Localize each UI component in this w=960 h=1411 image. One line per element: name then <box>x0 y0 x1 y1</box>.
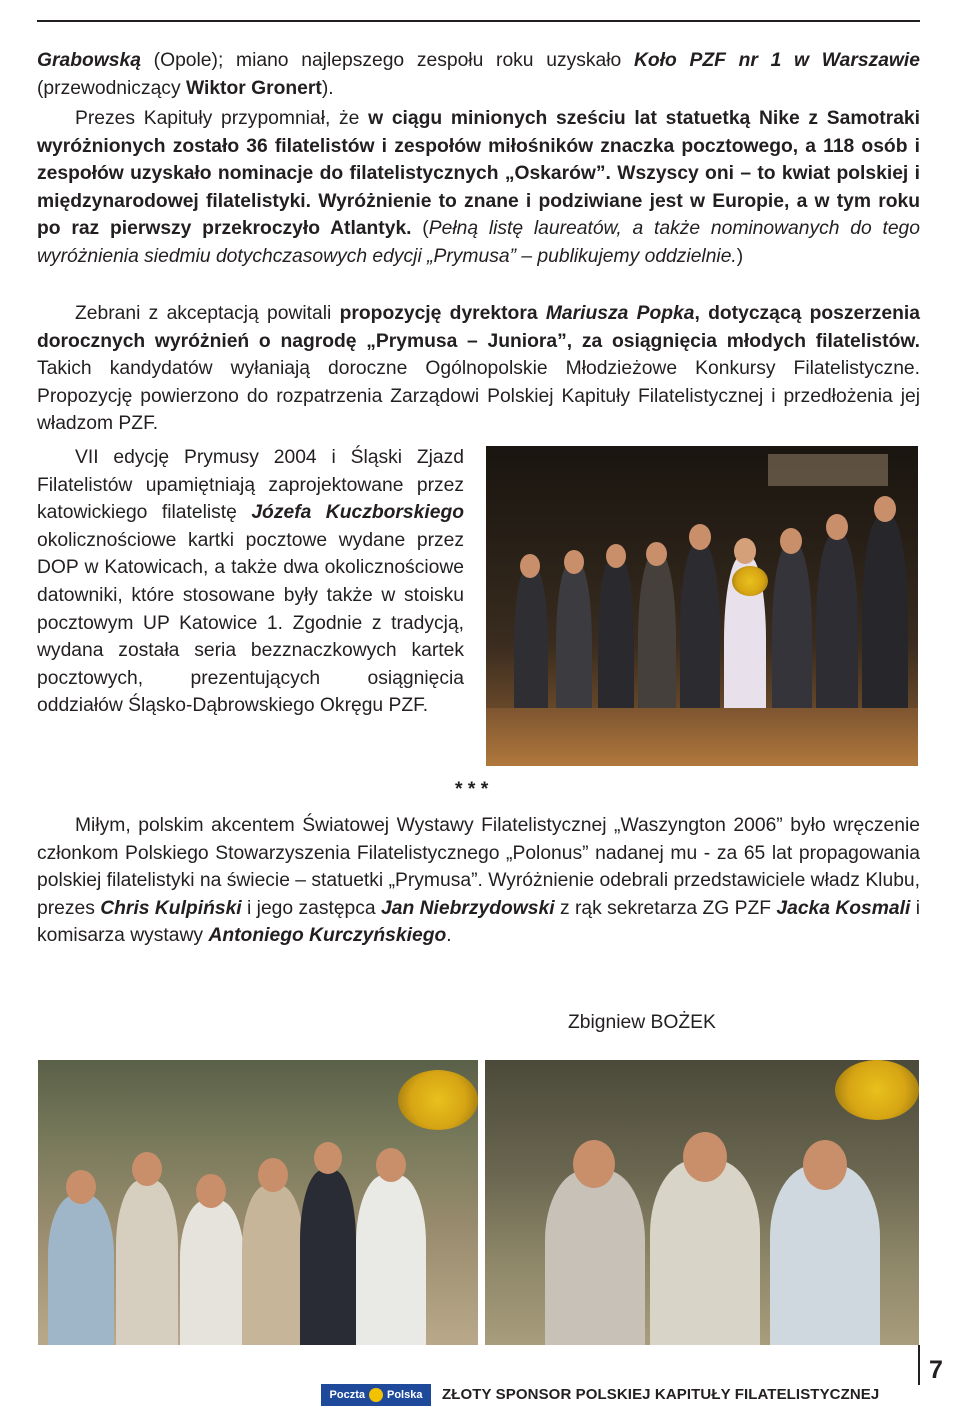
person-head <box>376 1148 406 1182</box>
section-separator: * * * <box>455 779 489 800</box>
person-head <box>520 554 540 578</box>
person-head <box>132 1152 162 1186</box>
person-figure <box>242 1185 304 1345</box>
page-number: 7 <box>929 1356 943 1384</box>
person-head <box>874 496 896 522</box>
person-figure <box>48 1195 114 1345</box>
person-figure <box>650 1160 760 1345</box>
paragraph-chapter-summary: Prezes Kapituły przypomniał, że w ciągu minionych sześciu lat statuetką Nike z Samotraki wyróżnionych zostało 36 filatelistów i zespołów miłośników znaczka pocztowego, a 118 osób i zespołów uzyskało nominacje do filatelistycznych „Oskarów”. Wszyscy oni – to kwiat polskiej i międzynarodowej filatelistyki. Wyróżnienie to znane i podziwiane jest w Europie, a w tym roku po raz pierwszy przekroczyło Atlantyk. (Pełną listę laureatów, a także nominowanych do tego wyróżnienia siedmiu dotychczasowych edycji „Prymusa” – publikujemy oddzielnie.) <box>37 108 921 267</box>
post-horn-icon <box>369 1388 383 1402</box>
flower-decoration <box>835 1060 919 1120</box>
person-head <box>826 514 848 540</box>
author-signature: Zbigniew BOŻEK <box>568 1012 716 1033</box>
person-figure <box>180 1200 244 1345</box>
person-head <box>66 1170 96 1204</box>
photo-group-right <box>485 1060 919 1345</box>
person-head <box>683 1132 727 1182</box>
logo-left-text: Poczta <box>329 1389 365 1401</box>
paragraph-junior-proposal: Zebrani z akceptacją powitali propozycję dyrektora Mariusza Popka, dotyczącą poszerzenia dorocznych wyróżnień o nagrodę „Prymusa – Juniora”, za osiągnięcia młodych filatelistów. Takich kandydatów wyłaniają doroczne Ogólnopolskie Młodzieżowe Konkursy Filatelistyczne. Propozycję powierzono do rozpatrzenia Zarządowi Polskiej Kapituły Filatelistycznej i przedłożenia jej władzom PZF. <box>37 303 920 435</box>
person-head <box>606 544 626 568</box>
person-figure <box>770 1165 880 1345</box>
person-head <box>573 1140 615 1188</box>
person-head <box>564 550 584 574</box>
person-figure <box>300 1170 356 1345</box>
poczta-polska-logo <box>321 1384 431 1406</box>
top-rule <box>37 20 920 22</box>
paragraph-commemorative-cards: VII edycję Prymusy 2004 i Śląski Zjazd Filatelistów upamiętniają zaprojektowane przez katowickiego filatelistę Józefa Kuczborskiego okolicznościowe kartki pocztowe wydane przez DOP w Katowicach, a także dwa okolicznościowe datowniki, które stosowane były także w stoisku pocztowym UP Katowice 1. Zgodnie z tradycją, wydana została seria bezznaczkowych kartek pocztowych, prezentujących osiągnięcia oddziałów Śląsko-Dąbrowskiego Okręgu PZF. <box>37 447 465 717</box>
person-head <box>258 1158 288 1192</box>
person-head <box>689 524 711 550</box>
person-figure <box>116 1180 178 1345</box>
stage-banner <box>768 454 888 486</box>
paragraph-washington-2006: Miłym, polskim akcentem Światowej Wystawy Filatelistycznej „Waszyngton 2006” było wręczenie członkom Polskiego Stowarzyszenia Filatelistycznego „Polonus” nadanej mu - za 65 lat propagowania polskiej filatelistyki na świecie – statuetki „Prymusa”. Wyróżnienie odebrali przedstawiciele władz Klubu, prezes Chris Kulpiński i jego zastępca Jan Niebrzydowski z rąk sekretarza ZG PZF Jacka Kosmali i komisarza wystawy Antoniego Kurczyńskiego. <box>37 815 920 947</box>
person-figure <box>356 1175 426 1345</box>
photo-group-left <box>38 1060 478 1345</box>
logo-right-text: Polska <box>387 1389 423 1401</box>
stage-floor <box>486 708 918 766</box>
person-head <box>803 1140 847 1190</box>
flower-bouquet <box>732 566 768 596</box>
person-head <box>314 1142 342 1174</box>
flower-decoration <box>398 1070 478 1130</box>
person-head <box>780 528 802 554</box>
person-head <box>196 1174 226 1208</box>
paragraph-awards-end: Grabowską (Opole); miano najlepszego zespołu roku uzyskało Koło PZF nr 1 w Warszawie (przewodniczący Wiktor Gronert). <box>37 50 920 99</box>
person-head <box>734 538 756 564</box>
photo-award-ceremony <box>486 446 918 766</box>
page-number-rule <box>918 1345 920 1385</box>
person-head <box>646 542 667 566</box>
person-figure <box>545 1170 645 1345</box>
footer-sponsor-text: ZŁOTY SPONSOR POLSKIEJ KAPITUŁY FILATELISTYCZNEJ <box>442 1386 880 1403</box>
